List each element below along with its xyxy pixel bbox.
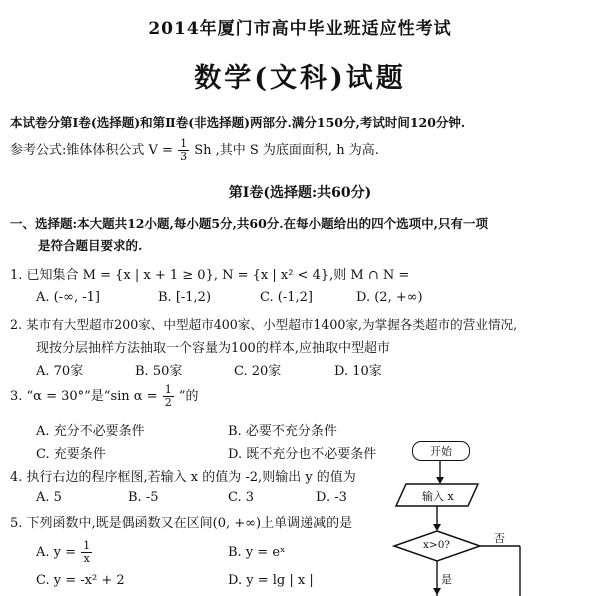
q5-option-b: B. y = eˣ — [228, 545, 286, 560]
q5-frac-num: 1 — [83, 539, 91, 552]
q5-option-d: D. y = lg | x | — [228, 573, 314, 588]
q3-option-b: B. 必要不充分条件 — [228, 424, 337, 439]
q2-option-b: B. 50家 — [135, 364, 183, 379]
flowchart-start: 开始 — [412, 441, 470, 461]
q5-stem: 5. 下列函数中,既是偶函数又在区间(0, +∞)上单调递减的是 — [10, 516, 353, 531]
q3-stem-prefix: 3. “α = 30°”是“sin α = — [10, 389, 158, 404]
q2-option-a: A. 70家 — [36, 364, 84, 379]
instruction-line1: 一、选择题:本大题共12小题,每小题5分,共60分.在每小题给出的四个选项中,只有一项 — [10, 216, 489, 231]
exam-title: 2014年厦门市高中毕业班适应性考试 — [148, 19, 452, 39]
q3-frac-num: 1 — [164, 383, 172, 396]
flowchart-no-label: 否 — [494, 532, 505, 545]
flowchart-input-label: 输入 x — [422, 490, 454, 503]
formula-frac-den: 3 — [180, 150, 188, 163]
q3-option-d: D. 既不充分也不必要条件 — [228, 447, 377, 462]
q1-option-d: D. (2, +∞) — [356, 290, 423, 305]
formula-frac-num: 1 — [180, 137, 188, 150]
section-heading: 第Ⅰ卷(选择题:共60分) — [228, 185, 372, 201]
flowchart-arrowhead — [433, 588, 441, 595]
flowchart-arrowhead — [433, 524, 441, 531]
instruction-line2: 是符合题目要求的. — [38, 238, 143, 253]
flowchart-yes-label: 是 — [441, 573, 452, 586]
q1-option-c: C. (-1,2] — [260, 290, 313, 305]
q4-stem: 4. 执行右边的程序框图,若输入 x 的值为 -2,则输出 y 的值为 — [10, 470, 356, 485]
q2-option-d: D. 10家 — [334, 364, 382, 379]
q3-option-a: A. 充分不必要条件 — [36, 424, 145, 439]
q4-option-d: D. -3 — [316, 490, 347, 505]
subject-title: 数学(文科)试题 — [194, 63, 406, 94]
exam-note: 本试卷分第Ⅰ卷(选择题)和第Ⅱ卷(非选择题)两部分.满分150分,考试时间120分钟. — [10, 115, 466, 130]
formula-prefix: 参考公式:锥体体积公式 V = — [10, 143, 173, 158]
formula-suffix: Sh ,其中 S 为底面面积, h 为高. — [194, 143, 379, 158]
flowchart-arrowhead — [436, 477, 444, 484]
q5-option-a-prefix: A. y = — [36, 545, 77, 560]
q3-option-c: C. 充要条件 — [36, 447, 106, 462]
q3-stem-suffix: ”的 — [178, 389, 199, 404]
flowchart-condition-label: x>0? — [423, 539, 451, 551]
q3-frac-den: 2 — [164, 396, 172, 409]
q5-option-c: C. y = -x² + 2 — [36, 573, 125, 588]
q1-option-b: B. [-1,2) — [158, 290, 212, 305]
q1-stem: 1. 已知集合 M = {x | x + 1 ≥ 0}, N = {x | x² < 4},则 M ∩ N = — [10, 268, 410, 283]
q4-option-a: A. 5 — [36, 490, 62, 505]
q5-frac-den: x — [83, 552, 90, 565]
q4-option-c: C. 3 — [228, 490, 255, 505]
q2-option-c: C. 20家 — [234, 364, 282, 379]
q2-stem-line1: 2. 某市有大型超市200家、中型超市400家、小型超市1400家,为掌握各类超市的营业情况, — [10, 317, 518, 332]
q1-option-a: A. (-∞, -1] — [36, 290, 100, 305]
q4-option-b: B. -5 — [128, 490, 159, 505]
q2-stem-line2: 现按分层抽样方法抽取一个容量为100的样本,应抽取中型超市 — [36, 341, 390, 356]
